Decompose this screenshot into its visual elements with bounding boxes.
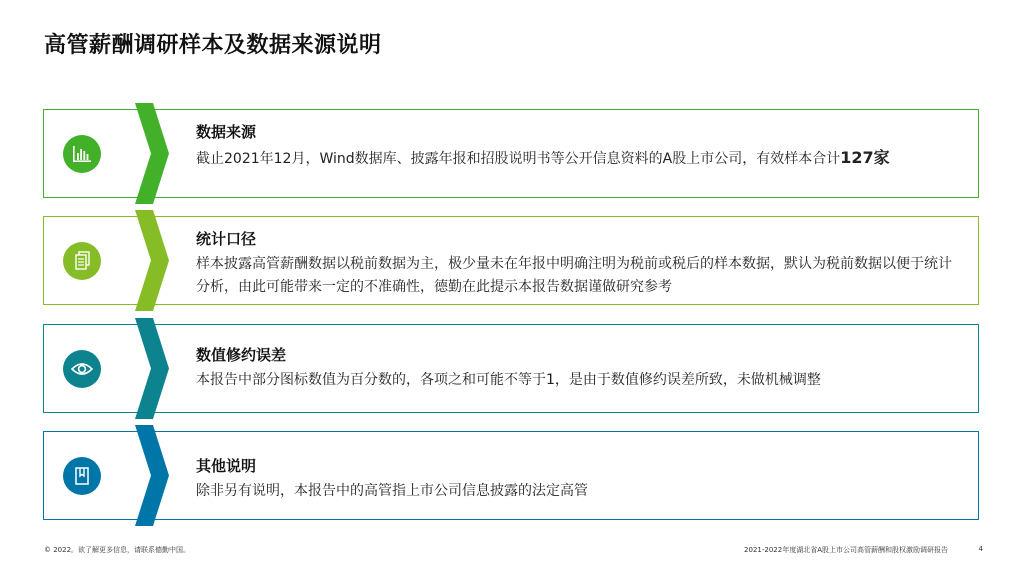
section-body: 样本披露高管薪酬数据以税前数据为主，极少量未在年报中明确注明为税前或税后的样本数据，默认为税前数据以便于统计分析，由此可能带来一定的不准确性，德勤在此提示本报告数据谨做研究参考 [196,256,952,295]
eye-icon [63,350,101,388]
bar-chart-icon [63,135,101,173]
section-other-notes [43,431,979,520]
chevron-divider [135,425,169,526]
section-body: 本报告中部分图标数值为百分数的，各项之和可能不等于1，是由于数值修约误差所致，未做机械调整 [196,372,821,388]
chevron-divider [135,318,169,419]
section-rounding-error [43,324,979,413]
section-heading: 数据来源 [196,123,257,141]
section-body: 除非另有说明，本报告中的高管指上市公司信息披露的法定高管 [196,483,588,499]
book-icon [63,457,101,495]
section-statistical-scope [43,216,979,305]
section-data-source [43,109,979,198]
page-title: 高管薪酬调研样本及数据来源说明 [44,33,382,58]
section-heading: 其他说明 [196,457,257,475]
page-number: 4 [978,545,983,553]
chevron-divider [135,103,169,204]
footer-copyright: © 2022。欲了解更多信息，请联系德勤中国。 [44,546,191,554]
section-heading: 数值修约误差 [196,346,287,364]
section-body: 截止2021年12月，Wind数据库、披露年报和招股说明书等公开信息资料的A股上市公司，有效样本合计127家 [196,148,890,167]
footer-report-title: 2021-2022年度湖北省A股上市公司高管薪酬和股权激励调研报告 [744,546,948,554]
sample-count: 127家 [840,148,890,167]
chevron-divider [135,210,169,311]
documents-icon [63,242,101,280]
section-heading: 统计口径 [196,230,257,248]
